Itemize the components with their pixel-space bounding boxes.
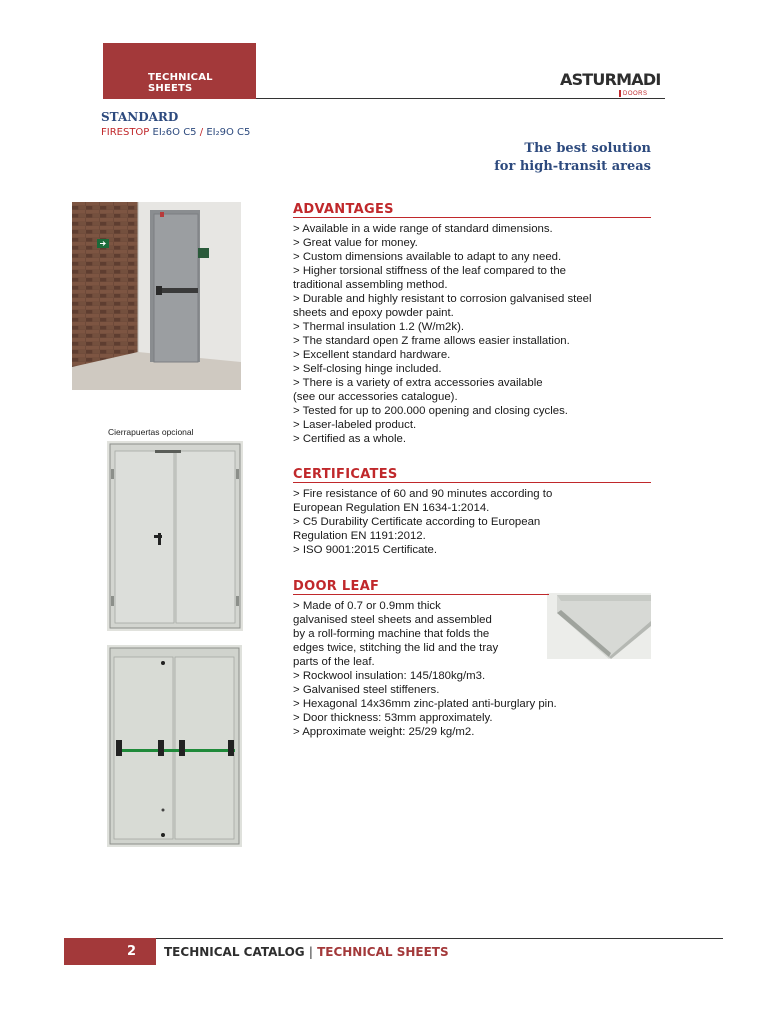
footer-rule [156,938,723,939]
model-sub-ei90: EI₂9O C5 [206,127,251,138]
footer-text [164,945,449,959]
certificates-rule [293,482,651,483]
list-item: > Certified as a whole. [293,433,407,445]
photo-caption: Cierrapuertas opcional [108,427,194,437]
door-leaf-title: DOOR LEAF [293,579,380,594]
panic-bar-door-photo [107,645,242,847]
list-item: > Made of 0.7 or 0.9mm thick galvanised steel sheets and assembled by a roll-forming machine that folds the edges twice, stitching the lid and the tray parts of the leaf. [293,600,499,668]
certificates-title: CERTIFICATES [293,467,398,482]
list-item: > C5 Durability Certificate according to European Regulation EN 1191:2012. [293,516,541,542]
footer-catalog-label: TECHNICAL CATALOG [164,945,305,959]
double-door-photo [107,441,243,631]
list-item: > Galvanised steel stiffeners. [293,684,440,696]
list-item: > Door thickness: 53mm approximately. [293,712,493,724]
list-item: > Self-closing hinge included. [293,363,442,375]
header-rule [256,98,665,99]
list-item: > Thermal insulation 1.2 (W/m2k). [293,321,465,333]
advantages-title: ADVANTAGES [293,202,394,217]
advantages-list [293,222,651,446]
door-leaf-list [293,599,613,739]
logo-sub-bar [619,90,621,97]
list-item: > Approximate weight: 25/29 kg/m2. [293,726,475,738]
footer-section-label: TECHNICAL SHEETS [317,945,449,959]
model-subtitle [101,127,250,138]
list-item: > There is a variety of extra accessories available (see our accessories catalogue). [293,377,543,403]
tagline [494,140,651,176]
installed-door-photo [72,202,241,390]
list-item: > Durable and highly resistant to corrosion galvanised steel sheets and epoxy powder paint. [293,293,592,319]
list-item: > Higher torsional stiffness of the leaf compared to the traditional assembling method. [293,265,567,291]
list-item: > Rockwool insulation: 145/180kg/m3. [293,670,486,682]
list-item: > Tested for up to 200.000 opening and closing cycles. [293,405,568,417]
logo-sub-row [619,90,664,97]
door-leaf-section [293,577,557,739]
list-item: > ISO 9001:2015 Certificate. [293,544,438,556]
model-sub-ei60: EI₂6O C5 [152,127,197,138]
footer-separator: | [308,945,313,959]
door-leaf-rule [293,594,549,595]
advantages-rule [293,217,651,218]
tagline-line2: for high-transit areas [494,159,651,174]
model-sub-slash: / [199,127,204,138]
footer-tab [64,938,156,965]
list-item: > Hexagonal 14x36mm zinc-plated anti-burglary pin. [293,698,557,710]
list-item: > The standard open Z frame allows easier installation. [293,335,570,347]
brand-logo [560,70,664,97]
header-tab-label: TECHNICAL SHEETS [148,72,213,94]
list-item: > Laser-labeled product. [293,419,417,431]
certificates-list [293,487,651,557]
list-item: > Fire resistance of 60 and 90 minutes according to European Regulation EN 1634-1:2014. [293,488,553,514]
logo-sub-text: DOORS [623,90,648,97]
certificates-section [293,465,651,557]
logo-main-text: ASTURMADI [560,70,661,89]
list-item: > Excellent standard hardware. [293,349,451,361]
list-item: > Available in a wide range of standard dimensions. [293,223,553,235]
list-item: > Great value for money. [293,237,418,249]
list-item: > Custom dimensions available to adapt to any need. [293,251,562,263]
advantages-section [293,200,651,446]
model-title: STANDARD [101,110,179,124]
door-leaf-header [293,577,549,595]
advantages-header [293,200,651,218]
tagline-line1: The best solution [524,141,651,156]
page-number: 2 [126,944,136,959]
header-tab [103,43,256,99]
certificates-header [293,465,651,483]
model-sub-firestop: FIRESTOP [101,127,150,138]
